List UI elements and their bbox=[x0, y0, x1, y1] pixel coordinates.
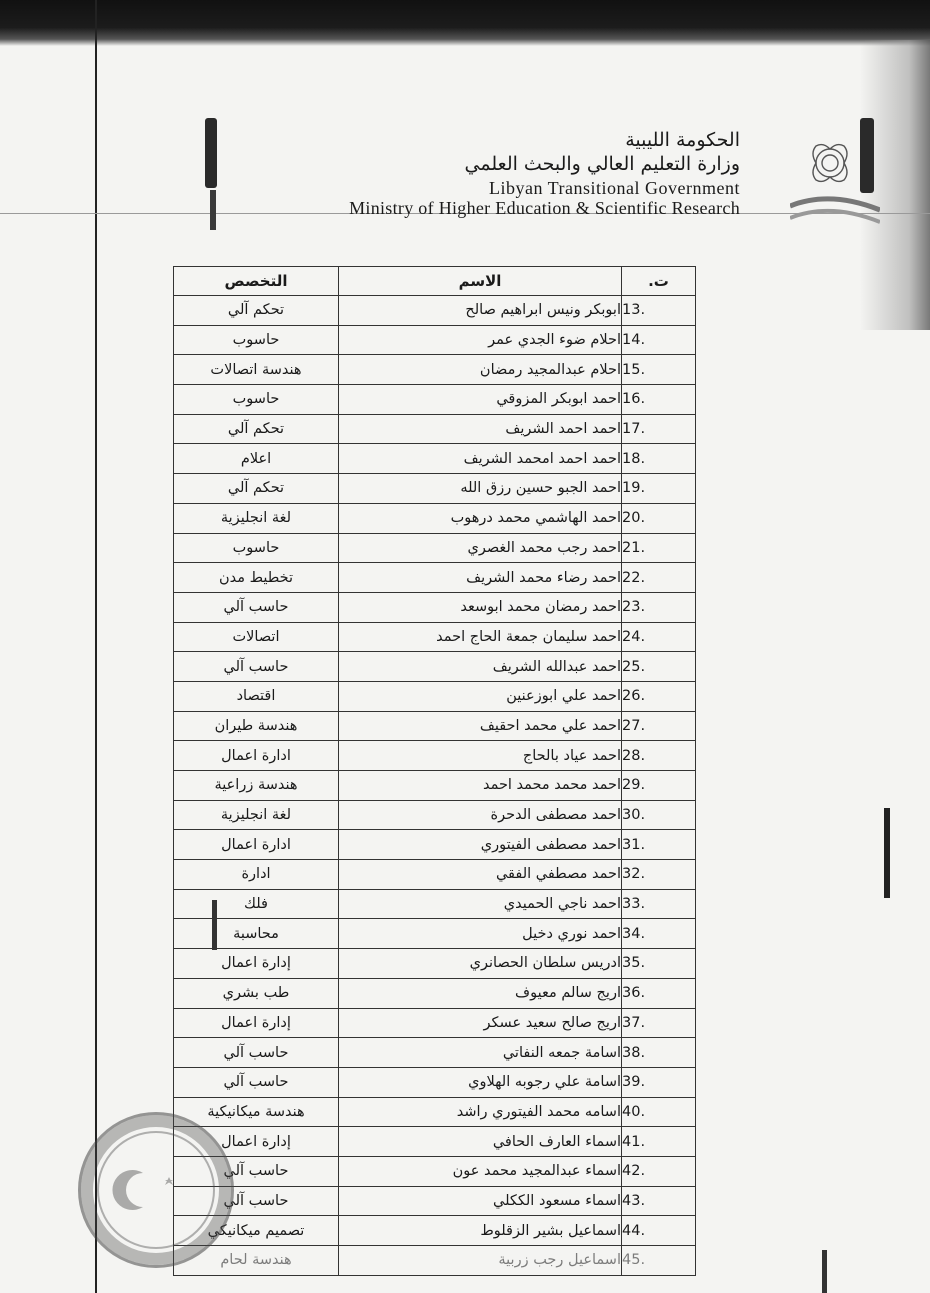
row-number-text: 27. bbox=[622, 717, 646, 734]
row-number-text: 41. bbox=[622, 1133, 646, 1150]
row-name: احلام عبدالمجيد رمضان bbox=[339, 355, 622, 385]
table-row bbox=[174, 1127, 696, 1157]
row-number bbox=[622, 711, 696, 741]
row-number bbox=[622, 563, 696, 593]
row-specialization: اقتصاد bbox=[174, 681, 339, 711]
row-number bbox=[622, 1038, 696, 1068]
row-specialization: هندسة ميكانيكية bbox=[174, 1097, 339, 1127]
row-number-text: 34. bbox=[622, 925, 646, 942]
row-number bbox=[622, 1067, 696, 1097]
row-specialization: محاسبة bbox=[174, 919, 339, 949]
table-row bbox=[174, 296, 696, 326]
row-number bbox=[622, 1008, 696, 1038]
table-row bbox=[174, 711, 696, 741]
staple-mark bbox=[205, 118, 217, 188]
english-government-title: Libyan Transitional Government bbox=[489, 178, 740, 198]
table-row bbox=[174, 1097, 696, 1127]
row-number bbox=[622, 830, 696, 860]
row-specialization: اعلام bbox=[174, 444, 339, 474]
row-number bbox=[622, 1127, 696, 1157]
row-number-text: 32. bbox=[622, 866, 646, 883]
row-number bbox=[622, 741, 696, 771]
row-specialization: حاسوب bbox=[174, 385, 339, 415]
row-number bbox=[622, 919, 696, 949]
row-name: احمد مصطفى الفيتوري bbox=[339, 830, 622, 860]
row-number bbox=[622, 355, 696, 385]
table-row bbox=[174, 652, 696, 682]
arabic-ministry-title: وزارة التعليم العالي والبحث العلمي bbox=[464, 153, 740, 175]
row-name: احمد ناجي الحميدي bbox=[339, 889, 622, 919]
table-row bbox=[174, 533, 696, 563]
table-row bbox=[174, 622, 696, 652]
graduates-table bbox=[173, 266, 696, 1276]
table-row bbox=[174, 919, 696, 949]
row-specialization: ادارة اعمال bbox=[174, 741, 339, 771]
row-number-text: 29. bbox=[622, 777, 646, 794]
row-specialization: إدارة اعمال bbox=[174, 1008, 339, 1038]
column-header-name: الاسم bbox=[339, 267, 622, 296]
row-specialization: حاسب آلي bbox=[174, 1186, 339, 1216]
row-number-text: 42. bbox=[622, 1163, 646, 1180]
row-number bbox=[622, 1216, 696, 1246]
arabic-government-title: الحكومة الليبية bbox=[625, 129, 740, 151]
row-number bbox=[622, 296, 696, 326]
table-row bbox=[174, 1008, 696, 1038]
row-specialization: إدارة اعمال bbox=[174, 1127, 339, 1157]
row-number-text: 16. bbox=[622, 391, 646, 408]
row-number-text: 35. bbox=[622, 955, 646, 972]
row-number-text: 17. bbox=[622, 421, 646, 438]
row-number bbox=[622, 1156, 696, 1186]
row-specialization: حاسب آلي bbox=[174, 1038, 339, 1068]
table-row bbox=[174, 830, 696, 860]
table-row bbox=[174, 355, 696, 385]
row-name: احمد عبدالله الشريف bbox=[339, 652, 622, 682]
row-specialization: حاسوب bbox=[174, 533, 339, 563]
table-row bbox=[174, 681, 696, 711]
row-name: احمد احمد الشريف bbox=[339, 414, 622, 444]
row-number bbox=[622, 592, 696, 622]
row-name: احمد علي ابوزعنين bbox=[339, 681, 622, 711]
row-number-text: 33. bbox=[622, 896, 646, 913]
row-name: اسماء عبدالمجيد محمد عون bbox=[339, 1156, 622, 1186]
row-name: اسماعيل بشير الزقلوط bbox=[339, 1216, 622, 1246]
table-row bbox=[174, 1246, 696, 1276]
row-number bbox=[622, 474, 696, 504]
row-number bbox=[622, 800, 696, 830]
row-number-text: 24. bbox=[622, 628, 646, 645]
row-number bbox=[622, 385, 696, 415]
row-number-text: 38. bbox=[622, 1044, 646, 1061]
table-row bbox=[174, 1038, 696, 1068]
row-specialization: هندسة طيران bbox=[174, 711, 339, 741]
row-number-text: 26. bbox=[622, 688, 646, 705]
row-number-text: 18. bbox=[622, 450, 646, 467]
row-name: احمد رمضان محمد ابوسعد bbox=[339, 592, 622, 622]
table-row bbox=[174, 800, 696, 830]
row-number-text: 45. bbox=[622, 1252, 646, 1269]
row-specialization: تحكم آلي bbox=[174, 414, 339, 444]
row-number bbox=[622, 860, 696, 890]
row-specialization: حاسب آلي bbox=[174, 652, 339, 682]
row-number-text: 20. bbox=[622, 510, 646, 527]
table-row bbox=[174, 414, 696, 444]
row-name: احمد احمد امحمد الشريف bbox=[339, 444, 622, 474]
row-number-text: 36. bbox=[622, 985, 646, 1002]
row-number bbox=[622, 889, 696, 919]
row-name: اسامه محمد الفيتوري راشد bbox=[339, 1097, 622, 1127]
column-header-specialization: التخصص bbox=[174, 267, 339, 296]
row-specialization: ادارة bbox=[174, 860, 339, 890]
row-number-text: 13. bbox=[622, 302, 646, 319]
english-ministry-title: Ministry of Higher Education & Scientific Research bbox=[349, 198, 740, 218]
table-row bbox=[174, 771, 696, 801]
staple-mark bbox=[210, 190, 216, 230]
table-row bbox=[174, 503, 696, 533]
row-name: احمد ابوبكر المزوقي bbox=[339, 385, 622, 415]
row-name: احمد نوري دخيل bbox=[339, 919, 622, 949]
row-specialization: تخطيط مدن bbox=[174, 563, 339, 593]
row-specialization: حاسب آلي bbox=[174, 1067, 339, 1097]
row-number bbox=[622, 622, 696, 652]
row-name: ابوبكر ونيس ابراهيم صالح bbox=[339, 296, 622, 326]
row-specialization: تحكم آلي bbox=[174, 474, 339, 504]
row-name: ادريس سلطان الحصانري bbox=[339, 949, 622, 979]
row-number bbox=[622, 1097, 696, 1127]
row-number bbox=[622, 414, 696, 444]
row-number-text: 30. bbox=[622, 807, 646, 824]
row-specialization: هندسة اتصالات bbox=[174, 355, 339, 385]
row-name: احمد علي محمد احقيف bbox=[339, 711, 622, 741]
row-number bbox=[622, 533, 696, 563]
row-name: اريج صالح سعيد عسكر bbox=[339, 1008, 622, 1038]
row-number bbox=[622, 771, 696, 801]
row-name: اسماعيل رجب زربية bbox=[339, 1246, 622, 1276]
row-specialization: هندسة لحام bbox=[174, 1246, 339, 1276]
row-name: احمد مصطفى الدحرة bbox=[339, 800, 622, 830]
row-number-text: 14. bbox=[622, 332, 646, 349]
row-name: اسامة علي رجوبه الهلاوي bbox=[339, 1067, 622, 1097]
row-name: احمد سليمان جمعة الحاج احمد bbox=[339, 622, 622, 652]
row-specialization: اتصالات bbox=[174, 622, 339, 652]
row-number bbox=[622, 503, 696, 533]
row-number-text: 31. bbox=[622, 836, 646, 853]
table-header-row bbox=[174, 267, 696, 296]
row-name: اسماء مسعود الككلي bbox=[339, 1186, 622, 1216]
letterhead bbox=[349, 128, 740, 218]
table-row bbox=[174, 325, 696, 355]
row-name: احمد رجب محمد الغصري bbox=[339, 533, 622, 563]
row-name: احمد الهاشمي محمد درهوب bbox=[339, 503, 622, 533]
table-row bbox=[174, 1156, 696, 1186]
row-number-text: 23. bbox=[622, 599, 646, 616]
row-name: اسماء العارف الحافي bbox=[339, 1127, 622, 1157]
staple-mark bbox=[884, 808, 890, 898]
row-name: اريج سالم معيوف bbox=[339, 978, 622, 1008]
row-name: احمد الجبو حسين رزق الله bbox=[339, 474, 622, 504]
table-row bbox=[174, 978, 696, 1008]
table-row bbox=[174, 741, 696, 771]
row-name: احلام ضوء الجدي عمر bbox=[339, 325, 622, 355]
row-specialization: إدارة اعمال bbox=[174, 949, 339, 979]
row-number-text: 39. bbox=[622, 1074, 646, 1091]
row-name: احمد مصطفي الفقي bbox=[339, 860, 622, 890]
row-specialization: طب بشري bbox=[174, 978, 339, 1008]
table-row bbox=[174, 949, 696, 979]
row-specialization: هندسة زراعية bbox=[174, 771, 339, 801]
row-specialization: حاسب آلي bbox=[174, 1156, 339, 1186]
row-number bbox=[622, 652, 696, 682]
row-name: احمد محمد محمد احمد bbox=[339, 771, 622, 801]
row-name: احمد رضاء محمد الشريف bbox=[339, 563, 622, 593]
row-number bbox=[622, 681, 696, 711]
table-row bbox=[174, 563, 696, 593]
row-specialization: فلك bbox=[174, 889, 339, 919]
staple-mark bbox=[822, 1250, 827, 1293]
table-row bbox=[174, 444, 696, 474]
row-specialization: لغة انجليزية bbox=[174, 503, 339, 533]
table-row bbox=[174, 889, 696, 919]
row-number-text: 21. bbox=[622, 539, 646, 556]
row-number-text: 43. bbox=[622, 1192, 646, 1209]
row-number-text: 40. bbox=[622, 1103, 646, 1120]
row-specialization: حاسوب bbox=[174, 325, 339, 355]
row-specialization: ادارة اعمال bbox=[174, 830, 339, 860]
row-number-text: 19. bbox=[622, 480, 646, 497]
table-row bbox=[174, 1067, 696, 1097]
table-row bbox=[174, 1186, 696, 1216]
row-number bbox=[622, 978, 696, 1008]
row-number-text: 25. bbox=[622, 658, 646, 675]
row-number bbox=[622, 1246, 696, 1276]
row-number bbox=[622, 444, 696, 474]
row-number-text: 15. bbox=[622, 361, 646, 378]
row-number-text: 37. bbox=[622, 1014, 646, 1031]
table-row bbox=[174, 860, 696, 890]
row-specialization: حاسب آلي bbox=[174, 592, 339, 622]
row-number bbox=[622, 325, 696, 355]
row-number-text: 44. bbox=[622, 1222, 646, 1239]
row-number-text: 28. bbox=[622, 747, 646, 764]
table-row bbox=[174, 474, 696, 504]
scan-top-band bbox=[0, 0, 930, 46]
row-specialization: تحكم آلي bbox=[174, 296, 339, 326]
row-name: اسامة جمعه النفاتي bbox=[339, 1038, 622, 1068]
row-specialization: تصميم ميكانيكي bbox=[174, 1216, 339, 1246]
table-row bbox=[174, 385, 696, 415]
row-number bbox=[622, 949, 696, 979]
table-row bbox=[174, 1216, 696, 1246]
row-name: احمد عياد بالحاج bbox=[339, 741, 622, 771]
table-row bbox=[174, 592, 696, 622]
column-header-number: ت. bbox=[622, 267, 696, 296]
row-specialization: لغة انجليزية bbox=[174, 800, 339, 830]
margin-line bbox=[95, 0, 97, 1293]
ministry-logo-icon bbox=[790, 128, 880, 238]
row-number-text: 22. bbox=[622, 569, 646, 586]
row-number bbox=[622, 1186, 696, 1216]
